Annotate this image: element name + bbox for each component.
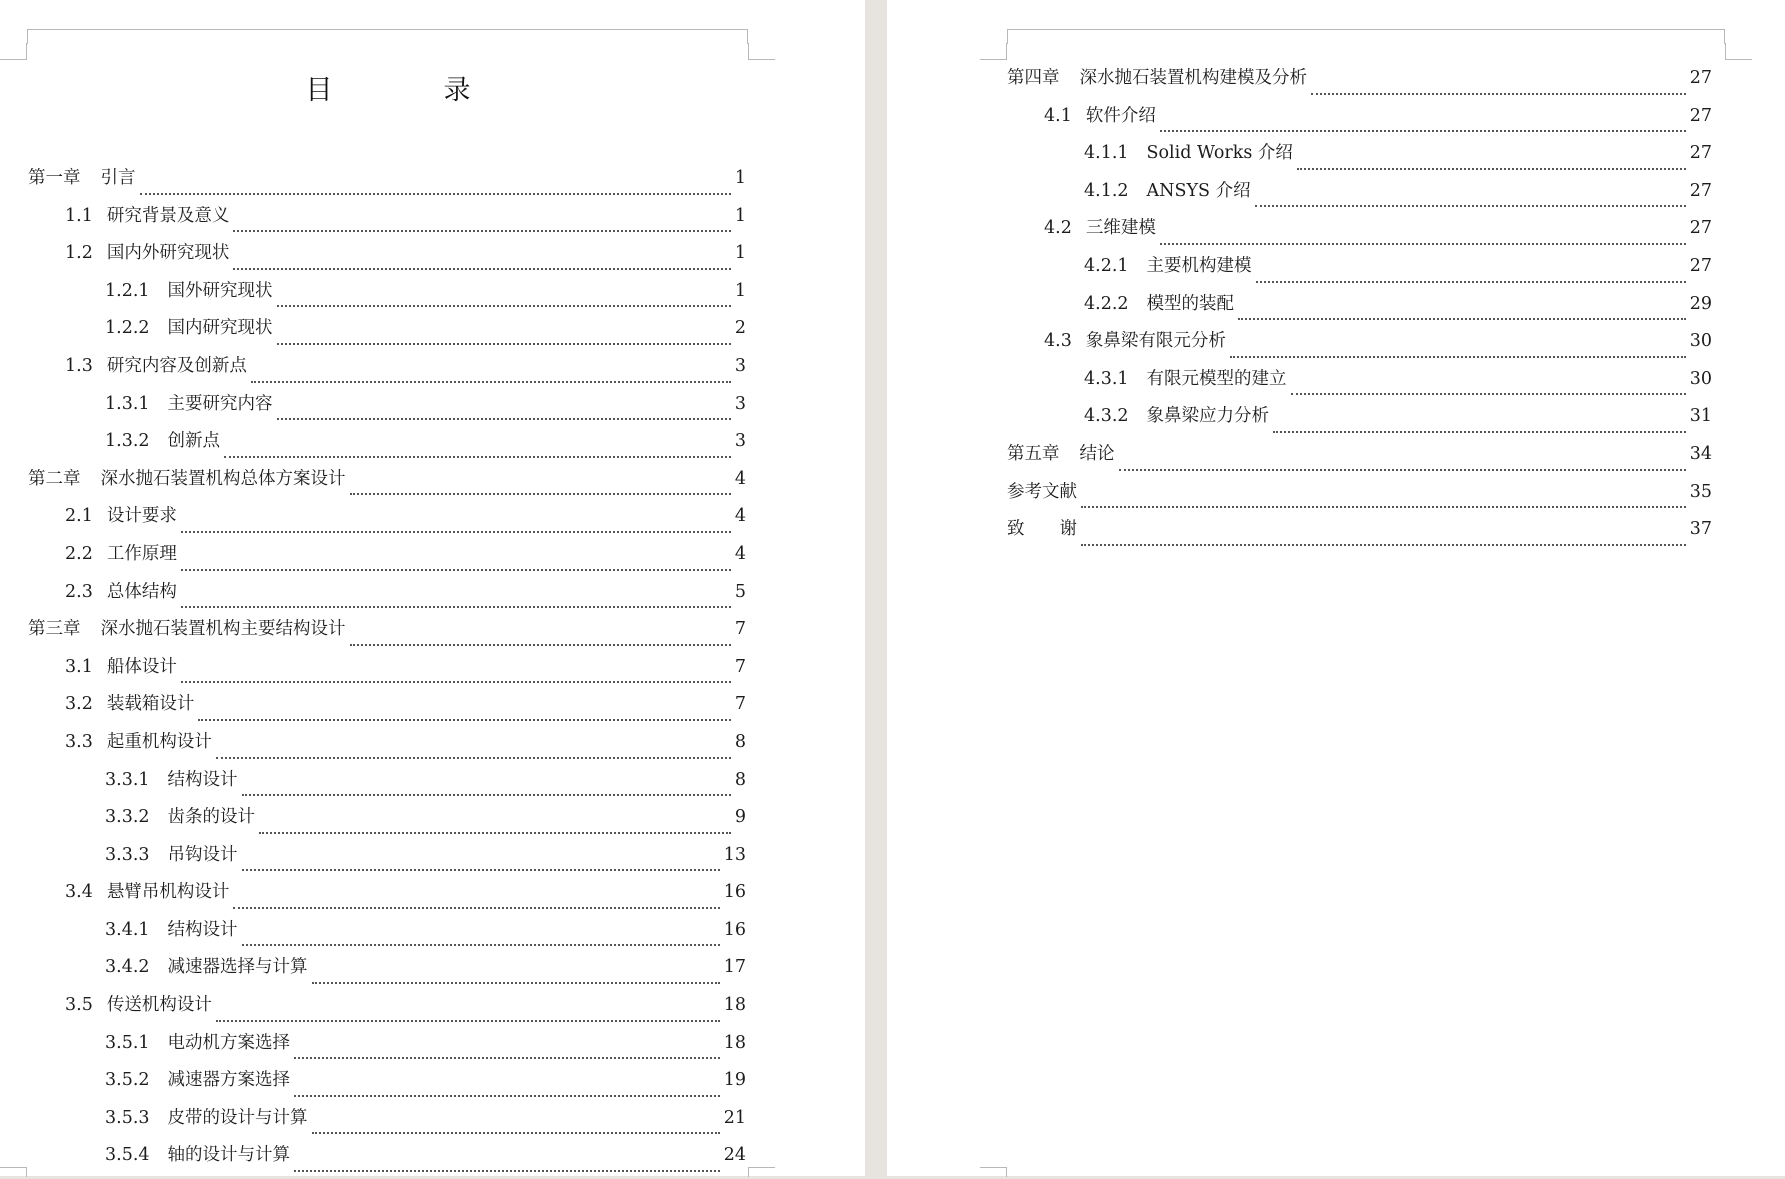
toc-entry-number: 3.4 [65, 882, 93, 903]
toc-entry[interactable] [1007, 102, 1712, 140]
toc-entry-title: 象鼻梁有限元分析 [1085, 331, 1226, 352]
toc-entry-page-number: 7 [734, 619, 746, 640]
toc-entry-number: 4.2 [1044, 218, 1072, 239]
left-header-stub [1007, 29, 1008, 44]
toc-dot-leader [1291, 393, 1686, 395]
toc-entry-title: 研究内容及创新点 [106, 355, 247, 376]
toc-entry-page-number: 27 [1689, 255, 1712, 276]
toc-entry-number: 3.2 [65, 694, 93, 715]
toc-entry[interactable] [28, 766, 746, 804]
toc-entry[interactable] [28, 953, 746, 991]
toc-entry-number: 4.2.2 [1084, 293, 1129, 314]
toc-entry-number: 1.3.2 [105, 431, 150, 452]
toc-entry[interactable] [28, 690, 746, 728]
toc-dot-leader [233, 268, 731, 270]
toc-entry[interactable] [28, 878, 746, 916]
toc-entry[interactable] [28, 277, 746, 315]
toc-entry[interactable] [28, 1029, 746, 1067]
toc-entry-title: 引言 [100, 168, 136, 188]
toc-dot-leader [312, 982, 720, 984]
toc-entry-number: 2.3 [65, 581, 93, 602]
toc-entry-title: ANSYS 介绍 [1146, 180, 1251, 201]
toc-entry-number: 第二章 [28, 468, 81, 489]
toc-entry-title: 减速器选择与计算 [167, 957, 308, 978]
toc-entry-title: 创新点 [167, 431, 221, 452]
toc-entry[interactable] [1007, 515, 1712, 553]
toc-entry-page-number: 27 [1689, 68, 1712, 88]
top-left-corner-mark [980, 43, 1007, 60]
toc-dot-leader [1255, 205, 1686, 207]
toc-entry-title: Solid Works 介绍 [1146, 143, 1293, 164]
toc-entry-number: 3.3.2 [105, 807, 150, 828]
toc-entry[interactable] [1007, 478, 1712, 516]
toc-entry-title: 深水抛石装置机构建模及分析 [1079, 68, 1307, 88]
toc-entry-page-number: 27 [1689, 105, 1712, 126]
header-rule [27, 29, 748, 30]
toc-dot-leader [1297, 168, 1686, 170]
toc-entry-page-number: 27 [1689, 180, 1712, 201]
toc-entry-title: 国内研究现状 [167, 318, 273, 339]
toc-entry-page-number: 35 [1689, 481, 1712, 502]
toc-entry-page-number: 27 [1689, 218, 1712, 239]
toc-entry-number: 1.2 [65, 243, 93, 264]
toc-entry-number: 1.3.1 [105, 393, 150, 414]
top-left-corner-mark [0, 43, 27, 60]
toc-entry-number: 2.1 [65, 506, 93, 527]
toc-entry-title: 减速器方案选择 [167, 1070, 291, 1091]
toc-entry-page-number: 21 [723, 1107, 746, 1128]
toc-entry[interactable] [28, 390, 746, 428]
toc-entry-number: 4.2.1 [1084, 255, 1129, 276]
toc-entry[interactable] [28, 728, 746, 766]
toc-entry-number: 3.5.3 [105, 1107, 150, 1128]
toc-entry-page-number: 16 [723, 882, 746, 903]
toc-dot-leader [294, 1170, 720, 1172]
toc-entry-number: 3.5 [65, 995, 93, 1016]
toc-entry-number: 1.3 [65, 355, 93, 376]
toc-dot-leader [198, 719, 731, 721]
toc-entry-number: 3.4.1 [105, 919, 150, 940]
toc-entry-title: 深水抛石装置机构主要结构设计 [100, 619, 346, 640]
toc-dot-leader [181, 531, 731, 533]
toc-entry[interactable] [28, 1104, 746, 1142]
toc-entry-title: 总体结构 [106, 581, 177, 602]
toc-entry-page-number: 5 [734, 581, 746, 602]
left-header-stub [27, 29, 28, 44]
toc-entry[interactable] [28, 164, 746, 202]
toc-entry-number: 1.1 [65, 205, 93, 226]
toc-entry[interactable] [28, 239, 746, 277]
toc-entry-title: 国内外研究现状 [106, 243, 230, 264]
toc-entry[interactable] [28, 427, 746, 465]
toc-entry-title: 船体设计 [106, 656, 177, 677]
toc-entry-page-number: 1 [734, 243, 746, 264]
toc-entry[interactable] [28, 352, 746, 390]
toc-page-right [887, 0, 1785, 1176]
toc-dot-leader [294, 1057, 720, 1059]
toc-entry-number: 3.3.3 [105, 844, 150, 865]
toc-entry-title: 深水抛石装置机构总体方案设计 [100, 468, 346, 489]
toc-dot-leader [1256, 281, 1686, 283]
toc-entry-title: 致 谢 [1007, 519, 1077, 540]
toc-entry-number: 第一章 [28, 168, 81, 188]
toc-entry-title: 国外研究现状 [167, 280, 273, 301]
toc-entry[interactable] [1007, 365, 1712, 403]
toc-entry-page-number: 2 [734, 318, 746, 339]
toc-entry-title: 悬臂吊机构设计 [106, 882, 230, 903]
toc-entry[interactable] [28, 465, 746, 503]
toc-entry-title: 三维建模 [1085, 218, 1156, 239]
toc-entry-title: 皮带的设计与计算 [167, 1107, 308, 1128]
toc-entry-page-number: 18 [723, 995, 746, 1016]
toc-entry[interactable] [28, 916, 746, 954]
toc-entry[interactable] [28, 578, 746, 616]
toc-dot-leader [181, 681, 731, 683]
toc-dot-leader [1160, 130, 1686, 132]
toc-dot-leader [242, 869, 720, 871]
toc-dot-leader [277, 305, 731, 307]
toc-entry-page-number: 13 [723, 844, 746, 865]
toc-entry-page-number: 1 [734, 280, 746, 301]
toc-entry-number: 第四章 [1007, 68, 1060, 88]
toc-dot-leader [242, 944, 720, 946]
toc-dot-leader [181, 606, 731, 608]
toc-entry[interactable] [1007, 327, 1712, 365]
toc-entry-title: 起重机构设计 [106, 731, 212, 752]
toc-entry[interactable] [1007, 139, 1712, 177]
toc-entry-number: 3.5.4 [105, 1145, 150, 1166]
toc-entry[interactable] [1007, 402, 1712, 440]
toc-entry[interactable] [1007, 177, 1712, 215]
toc-dot-leader [1273, 431, 1686, 433]
toc-entry-number: 3.5.1 [105, 1032, 150, 1053]
toc-entry-number: 4.3.1 [1084, 368, 1129, 389]
toc-entry-number: 4.1.2 [1084, 180, 1129, 201]
toc-dot-leader [242, 794, 731, 796]
right-header-stub [747, 29, 748, 44]
toc-dot-leader [251, 381, 731, 383]
toc-entry-page-number: 8 [734, 731, 746, 752]
toc-entry-title: 主要研究内容 [167, 393, 273, 414]
toc-title: 目 录 [305, 75, 513, 106]
toc-entry-title: 软件介绍 [1085, 105, 1156, 126]
toc-dot-leader [312, 1132, 720, 1134]
toc-entry[interactable] [1007, 64, 1712, 102]
toc-entry-page-number: 16 [723, 919, 746, 940]
toc-entry-number: 1.2.1 [105, 280, 150, 301]
toc-list-right [1007, 64, 1712, 553]
toc-entry-title: 电动机方案选择 [167, 1032, 291, 1053]
toc-entry-number: 3.1 [65, 656, 93, 677]
toc-entry-number: 第三章 [28, 619, 81, 640]
toc-entry[interactable] [1007, 440, 1712, 478]
toc-entry-number: 2.2 [65, 543, 93, 564]
toc-entry-title: 轴的设计与计算 [167, 1145, 291, 1166]
toc-dot-leader [216, 757, 731, 759]
toc-entry-title: 工作原理 [106, 543, 177, 564]
toc-dot-leader [1311, 93, 1686, 95]
toc-entry-number: 4.1 [1044, 105, 1072, 126]
toc-entry[interactable] [1007, 252, 1712, 290]
toc-entry-page-number: 30 [1689, 331, 1712, 352]
header-rule [1007, 29, 1725, 30]
toc-entry-title: 参考文献 [1007, 481, 1077, 502]
toc-entry-number: 3.3 [65, 731, 93, 752]
toc-entry[interactable] [28, 841, 746, 879]
toc-entry-page-number: 1 [734, 205, 746, 226]
toc-dot-leader [1081, 506, 1686, 508]
toc-entry-page-number: 31 [1689, 406, 1712, 427]
toc-entry[interactable] [28, 314, 746, 352]
toc-dot-leader [1081, 544, 1686, 546]
toc-entry[interactable] [28, 202, 746, 240]
toc-entry-page-number: 37 [1689, 519, 1712, 540]
toc-entry-page-number: 4 [734, 468, 746, 489]
toc-entry-number: 4.3.2 [1084, 406, 1129, 427]
toc-dot-leader [277, 418, 731, 420]
toc-entry[interactable] [28, 803, 746, 841]
toc-entry-number: 4.3 [1044, 331, 1072, 352]
toc-dot-leader [233, 907, 719, 909]
toc-entry-title: 齿条的设计 [167, 807, 256, 828]
toc-entry-page-number: 1 [734, 168, 746, 188]
toc-entry-title: 结构设计 [167, 919, 238, 940]
toc-entry[interactable] [1007, 214, 1712, 252]
toc-entry[interactable] [28, 502, 746, 540]
toc-dot-leader [259, 832, 731, 834]
toc-entry-page-number: 9 [734, 807, 746, 828]
toc-entry-number: 3.3.1 [105, 769, 150, 790]
toc-entry[interactable] [28, 991, 746, 1029]
toc-page-left [0, 0, 865, 1176]
toc-entry-title: 结论 [1079, 443, 1115, 464]
toc-entry-page-number: 3 [734, 393, 746, 414]
toc-dot-leader [1119, 469, 1686, 471]
toc-entry-page-number: 27 [1689, 143, 1712, 164]
toc-entry-number: 第五章 [1007, 443, 1060, 464]
toc-entry-number: 1.2.2 [105, 318, 150, 339]
toc-entry-title: 主要机构建模 [1146, 255, 1252, 276]
toc-dot-leader [1238, 318, 1686, 320]
top-right-corner-mark [1725, 43, 1752, 60]
toc-entry[interactable] [28, 653, 746, 691]
toc-entry-title: 吊钩设计 [167, 844, 238, 865]
toc-dot-leader [277, 343, 731, 345]
toc-entry-page-number: 18 [723, 1032, 746, 1053]
toc-dot-leader [140, 193, 731, 195]
toc-entry-page-number: 4 [734, 543, 746, 564]
toc-entry[interactable] [28, 1066, 746, 1104]
right-header-stub [1724, 29, 1725, 44]
toc-dot-leader [350, 644, 731, 646]
toc-entry-title: 设计要求 [106, 506, 177, 527]
toc-entry[interactable] [1007, 290, 1712, 328]
toc-list-left [28, 164, 746, 1179]
toc-entry-page-number: 8 [734, 769, 746, 790]
toc-entry-page-number: 34 [1689, 443, 1712, 464]
toc-entry-title: 结构设计 [167, 769, 238, 790]
toc-entry-title: 象鼻梁应力分析 [1146, 406, 1270, 427]
toc-dot-leader [224, 456, 731, 458]
toc-dot-leader [1230, 356, 1686, 358]
toc-dot-leader [1160, 243, 1686, 245]
toc-dot-leader [294, 1095, 720, 1097]
toc-entry-number: 3.5.2 [105, 1070, 150, 1091]
toc-dot-leader [233, 230, 731, 232]
toc-entry-page-number: 3 [734, 431, 746, 452]
toc-entry[interactable] [28, 1141, 746, 1179]
top-right-corner-mark [748, 43, 775, 60]
toc-entry-title: 装载箱设计 [106, 694, 195, 715]
toc-entry-page-number: 24 [723, 1145, 746, 1166]
toc-dot-leader [181, 569, 731, 571]
toc-entry-page-number: 7 [734, 656, 746, 677]
toc-entry-number: 3.4.2 [105, 957, 150, 978]
toc-entry[interactable] [28, 615, 746, 653]
toc-entry-page-number: 17 [723, 957, 746, 978]
toc-entry-title: 模型的装配 [1146, 293, 1235, 314]
toc-entry-page-number: 3 [734, 355, 746, 376]
toc-entry-page-number: 4 [734, 506, 746, 527]
toc-dot-leader [216, 1020, 720, 1022]
toc-entry-page-number: 7 [734, 694, 746, 715]
toc-dot-leader [350, 493, 731, 495]
toc-entry-page-number: 19 [723, 1070, 746, 1091]
toc-entry-title: 有限元模型的建立 [1146, 368, 1287, 389]
toc-entry-title: 传送机构设计 [106, 995, 212, 1016]
toc-entry-page-number: 29 [1689, 293, 1712, 314]
toc-entry-title: 研究背景及意义 [106, 205, 230, 226]
toc-entry-page-number: 30 [1689, 368, 1712, 389]
toc-entry-number: 4.1.1 [1084, 143, 1129, 164]
toc-entry[interactable] [28, 540, 746, 578]
